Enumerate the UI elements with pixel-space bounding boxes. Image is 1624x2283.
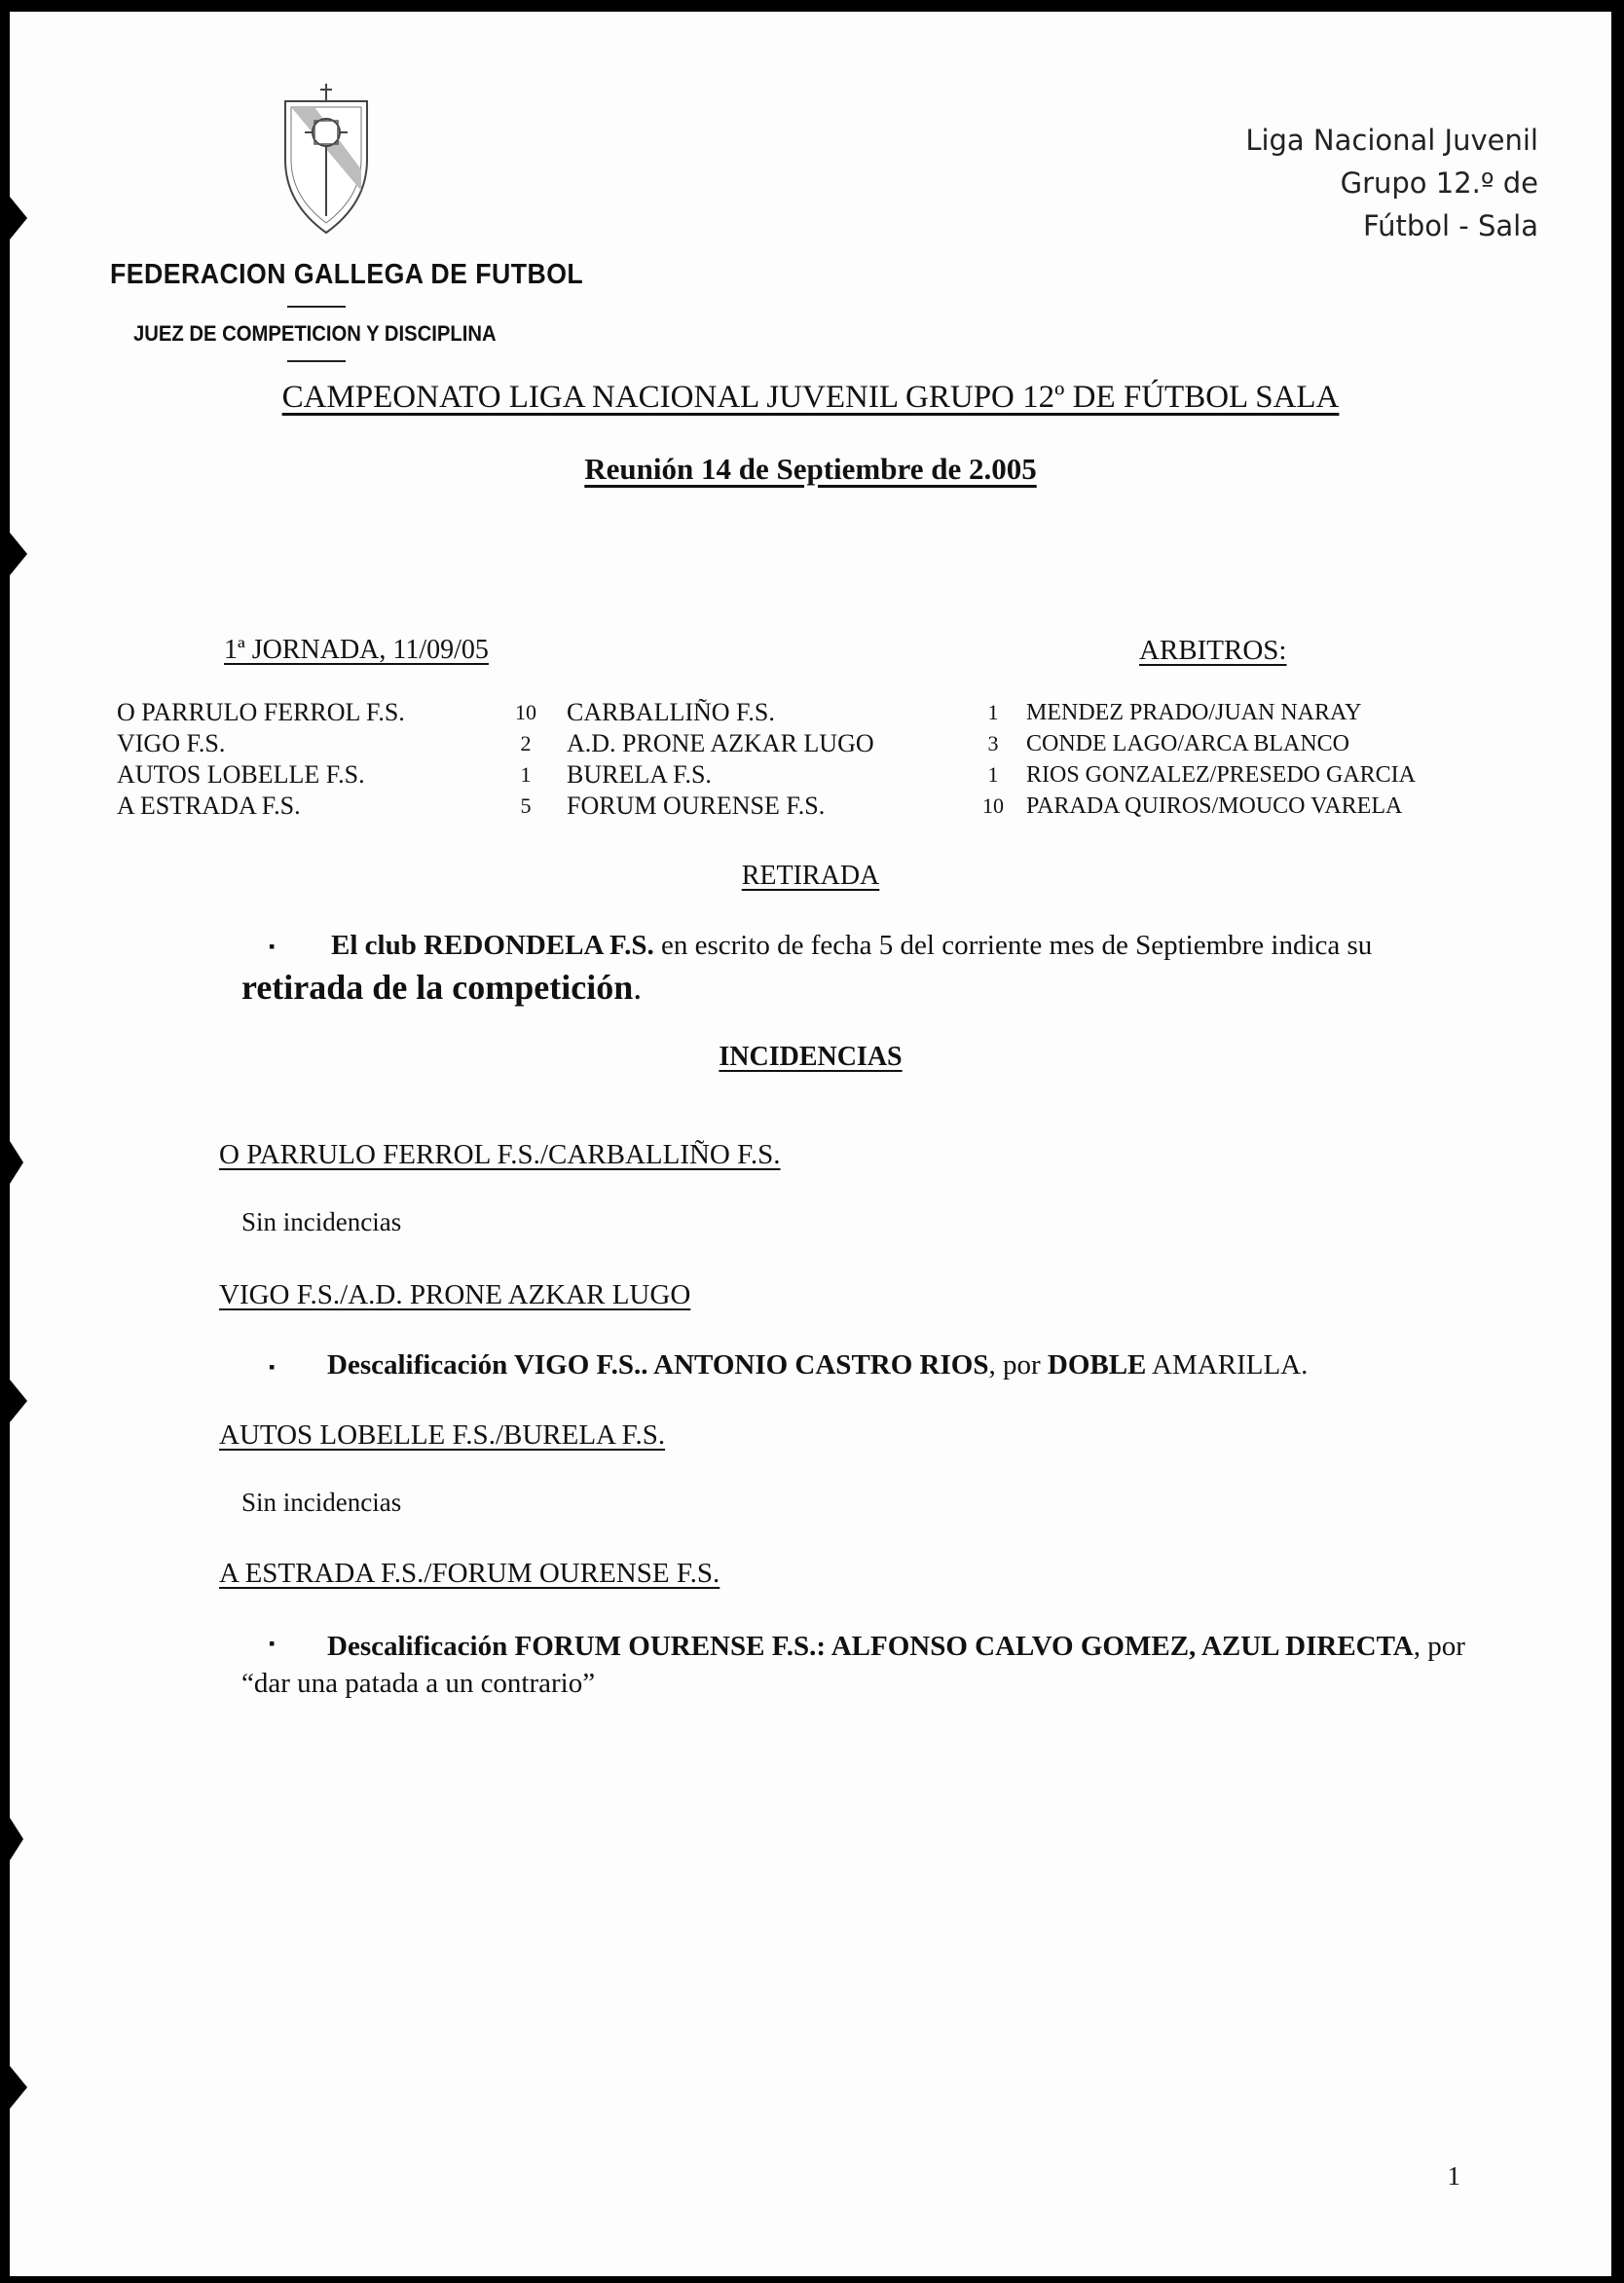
retirada-text <box>331 927 1480 964</box>
matchday-heading: 1ª JORNADA, 11/09/05 <box>224 635 489 665</box>
away-score: 10 <box>982 793 1004 818</box>
torn-edge <box>10 197 27 239</box>
incidencias-heading: INCIDENCIAS <box>719 1042 903 1072</box>
punctuation: . <box>633 968 643 1007</box>
page-title: CAMPEONATO LIGA NACIONAL JUVENIL GRUPO 12º DE FÚTBOL SALA <box>281 380 1340 415</box>
incident-bold: DOBLE <box>1047 1349 1147 1381</box>
away-team: A.D. PRONE AZKAR LUGO <box>567 729 874 757</box>
torn-edge <box>10 533 27 575</box>
torn-edge <box>10 1380 27 1422</box>
home-team: A ESTRADA F.S. <box>117 792 301 820</box>
league-line: Grupo 12.º de <box>1340 166 1538 200</box>
home-score: 2 <box>520 731 532 755</box>
home-score: 5 <box>520 793 532 818</box>
home-score: 10 <box>515 700 536 724</box>
referees-heading: ARBITROS: <box>1139 635 1287 666</box>
away-score: 3 <box>987 731 999 755</box>
torn-edge <box>10 2066 27 2109</box>
away-score: 1 <box>987 700 999 724</box>
department-name: JUEZ DE COMPETICION Y DISCIPLINA <box>133 321 497 346</box>
table-row <box>117 698 1519 727</box>
referees: RIOS GONZALEZ/PRESEDO GARCIA <box>1026 762 1417 788</box>
retirada-emphasis: retirada de la competición <box>241 968 634 1007</box>
match-heading: VIGO F.S./A.D. PRONE AZKAR LUGO <box>219 1279 691 1310</box>
incident-line <box>241 1628 1478 1702</box>
federation-name: FEDERACION GALLEGA DE FUTBOL <box>110 259 584 290</box>
home-score: 1 <box>520 762 532 787</box>
incident-bold: Descalificación VIGO F.S.. ANTONIO CASTRO RIOS <box>327 1349 989 1381</box>
away-team: FORUM OURENSE F.S. <box>567 792 826 820</box>
referees: CONDE LAGO/ARCA BLANCO <box>1026 731 1350 756</box>
home-team: VIGO F.S. <box>117 729 226 757</box>
divider <box>287 360 346 362</box>
match-note: Sin incidencias <box>241 1488 402 1517</box>
league-line: Liga Nacional Juvenil <box>1245 124 1538 157</box>
referees: MENDEZ PRADO/JUAN NARAY <box>1026 700 1362 725</box>
incident-text: , por “dar una patada a un contrario” <box>241 1631 1465 1699</box>
bullet-icon: ▪ <box>269 1634 276 1653</box>
referees: PARADA QUIROS/MOUCO VARELA <box>1026 793 1403 819</box>
bullet-icon: ▪ <box>269 1357 276 1377</box>
table-row <box>117 729 1519 758</box>
torn-edge <box>10 1818 23 1860</box>
table-row <box>117 792 1519 821</box>
divider <box>287 306 346 308</box>
document-page <box>10 12 1611 2276</box>
page-number: 1 <box>1447 2161 1460 2191</box>
incident-line <box>327 1349 1308 1381</box>
federation-crest-icon <box>277 82 375 238</box>
home-team: O PARRULO FERROL F.S. <box>117 698 405 726</box>
retirada-heading: RETIRADA <box>741 861 880 891</box>
club-name: El club REDONDELA F.S. <box>331 930 654 961</box>
match-heading: AUTOS LOBELLE F.S./BURELA F.S. <box>219 1419 666 1451</box>
away-team: CARBALLIÑO F.S. <box>567 698 775 726</box>
match-heading: O PARRULO FERROL F.S./CARBALLIÑO F.S. <box>219 1139 781 1170</box>
away-team: BURELA F.S. <box>567 760 712 789</box>
bullet-icon: ▪ <box>269 937 276 956</box>
meeting-date: Reunión 14 de Septiembre de 2.005 <box>584 452 1037 486</box>
retirada-detail: en escrito de fecha 5 del corriente mes de Septiembre indica su <box>653 930 1373 961</box>
league-line: Fútbol - Sala <box>1363 209 1538 242</box>
incident-text: AMARILLA. <box>1146 1349 1309 1381</box>
incident-bold: Descalificación FORUM OURENSE F.S.: ALFONSO CALVO GOMEZ, AZUL DIRECTA <box>327 1631 1414 1662</box>
away-score: 1 <box>987 762 999 787</box>
table-row <box>117 760 1519 790</box>
league-label <box>1245 119 1538 247</box>
torn-edge <box>10 1141 23 1184</box>
home-team: AUTOS LOBELLE F.S. <box>117 760 365 789</box>
match-note: Sin incidencias <box>241 1207 402 1236</box>
retirada-text <box>241 968 642 1007</box>
match-heading: A ESTRADA F.S./FORUM OURENSE F.S. <box>219 1558 720 1589</box>
incident-text: , por <box>988 1349 1048 1381</box>
